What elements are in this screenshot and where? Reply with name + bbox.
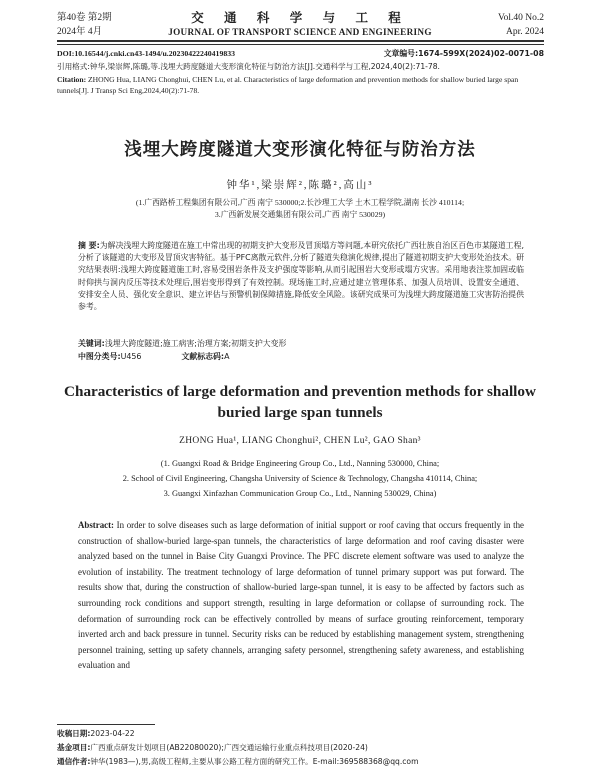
doi-row: [57, 48, 544, 59]
clc-value: U456: [120, 352, 142, 361]
title-cn: 浅埋大跨度隧道大变形演化特征与防治方法: [124, 140, 476, 160]
authors-en: ZHONG Hua¹, LIANG Chonghui², CHEN Lu², GAO Shan³: [179, 436, 421, 446]
footnotes: [57, 727, 544, 769]
authors-cn: 钟华¹,梁崇辉²,陈璐²,高山³: [226, 180, 374, 191]
keywords-cn-label: 关键词:: [78, 339, 105, 348]
affiliation-en-line: 2. School of Civil Engineering, Changsha University of Science & Technology, Changsha 410114, China;: [122, 474, 478, 483]
affiliation-cn-line: 3.广西新发展交通集团有限公司,广西 南宁 530029): [214, 210, 386, 219]
date-cn: 2024年 4月: [57, 27, 103, 37]
abstract-cn-label: 摘 要:: [78, 241, 100, 250]
header-rule-thick: [57, 40, 544, 42]
affiliation-en-line: (1. Guangxi Road & Bridge Engineering Group Co., Ltd., Nanning 530000, China;: [160, 459, 440, 468]
affiliation-en-line: 3. Guangxi Xinfazhan Communication Group Co., Ltd., Nanning 530029, China): [163, 489, 437, 498]
clc-label: 中图分类号:: [78, 352, 121, 361]
citation-en: [57, 74, 544, 96]
fund-label: 基金项目:: [57, 743, 91, 752]
author-value: 钟华(1983—),男,高级工程师,主要从事公路工程方面的研究工作。E-mail:369588368@qq.com: [90, 757, 419, 766]
abstract-en-text: In order to solve diseases such as large deformation of initial support or roof caving that occurs frequently in the construction of shallow-buried large-span tunnels, the characteristics of large deformation and roof caving disaster were analyzed based on the tunnel in Baise City Guangxi Province. The PFC discrete element software was used to analyze the evolution of instability. The treatment technology of large deformation of tunnel primary support was put forward. The results show that, during the construction of shallow-buried large-span tunnel, it is easy to be affected by factors such as surrounding rock conditions and support strength, resulting in large deformation or collapse of surrounding rock. The deformation of surrounding rock can be effectively controlled by means of surface grouting reinforcement, temporary inverted arch and back pressure in tunnel. Security risks can be reduced by establishing management system, strengthening personnel training, setting up safety channels, arranging safety personnel, strengthening safety awareness, and establishing evaluation and: [78, 520, 524, 671]
title-en: Characteristics of large deformation and prevention methods for shallow buried large span tunnels: [64, 383, 536, 421]
affiliation-cn-line: (1.广西路桥工程集团有限公司,广西 南宁 530000;2.长沙理工大学 土木工程学院,湖南 长沙 410114;: [135, 198, 465, 207]
volume-cn: 第40卷 第2期: [57, 13, 112, 23]
received-label: 收稿日期:: [57, 729, 91, 738]
classification-cn: [78, 351, 524, 363]
doi: DOI:10.16544/j.cnki.cn43-1494/u.20230422240419833: [57, 49, 236, 58]
author-label: 通信作者:: [57, 757, 91, 766]
received-value: 2023-04-22: [90, 729, 135, 738]
article-number: 文章编号:1674-599X(2024)02-0071-08: [383, 49, 544, 58]
journal-title-cn: 交 通 科 学 与 工 程: [191, 10, 409, 25]
citation-en-label: Citation:: [57, 75, 87, 84]
affiliations-cn: [60, 197, 540, 221]
header-rule-thin: [57, 44, 544, 45]
doc-code-value: A: [224, 352, 230, 361]
journal-title-en: JOURNAL OF TRANSPORT SCIENCE AND ENGINEERING: [168, 27, 432, 37]
keywords-cn: [78, 338, 524, 350]
abstract-cn: [78, 240, 524, 313]
affiliations-en: [70, 456, 530, 501]
header-right: [498, 11, 544, 39]
fund-item: [57, 741, 544, 755]
abstract-en: [78, 518, 524, 674]
doc-code-label: 文献标志码:: [181, 352, 225, 361]
citation-en-text: ZHONG Hua, LIANG Chonghui, CHEN Lu, et al. Characteristics of large deformation and prevention methods for shallow buried large span tunnels[J]. J Transp Sci Eng,2024,40(2):71-78.: [57, 75, 519, 95]
received-date: [57, 727, 544, 741]
citation-cn: 引用格式:钟华,梁崇辉,陈璐,等.浅埋大跨度隧道大变形演化特征与防治方法[J].交通科学与工程,2024,40(2):71-78.: [57, 62, 440, 71]
date-en: Apr. 2024: [506, 27, 544, 37]
volume-en: Vol.40 No.2: [497, 13, 544, 23]
fund-value: 广西重点研发计划项目(AB22080020);广西交通运输行业重点科技项目(2020-24): [90, 743, 368, 752]
footnote-rule: [57, 724, 155, 725]
corresponding-author: [57, 755, 544, 769]
abstract-cn-text: 为解决浅埋大跨度隧道在施工中常出现的初期支护大变形及冒顶塌方等问题,本研究依托广西壮族自治区百色市某隧道工程,分析了该隧道的大变形及冒顶灾害特征。基于PFC离散元软件,分析了隧道失稳演化规律,提出了隧道初期支护大变形处治技术。研究结果表明:浅埋大跨度隧道施工时,容易受围岩条件及支护强度等影响,从而引起围岩大变形或塌方灾害。采用地表注浆加固或临时仰拱与洞内反压等技术处理后,围岩变形得到了有效控制。现场施工时,应通过建立管理体系、加强人员培训、设置安全通道、安排安全人员、强化安全意识、建立评估与预警机制保障措施,降低安全风险。该研究成果可为浅埋大跨度隧道施工灾害防治提供参考。: [78, 241, 524, 312]
keywords-cn-text: 浅埋大跨度隧道;施工病害;治理方案;初期支护大变形: [104, 339, 287, 348]
abstract-en-label: Abstract:: [78, 520, 114, 530]
